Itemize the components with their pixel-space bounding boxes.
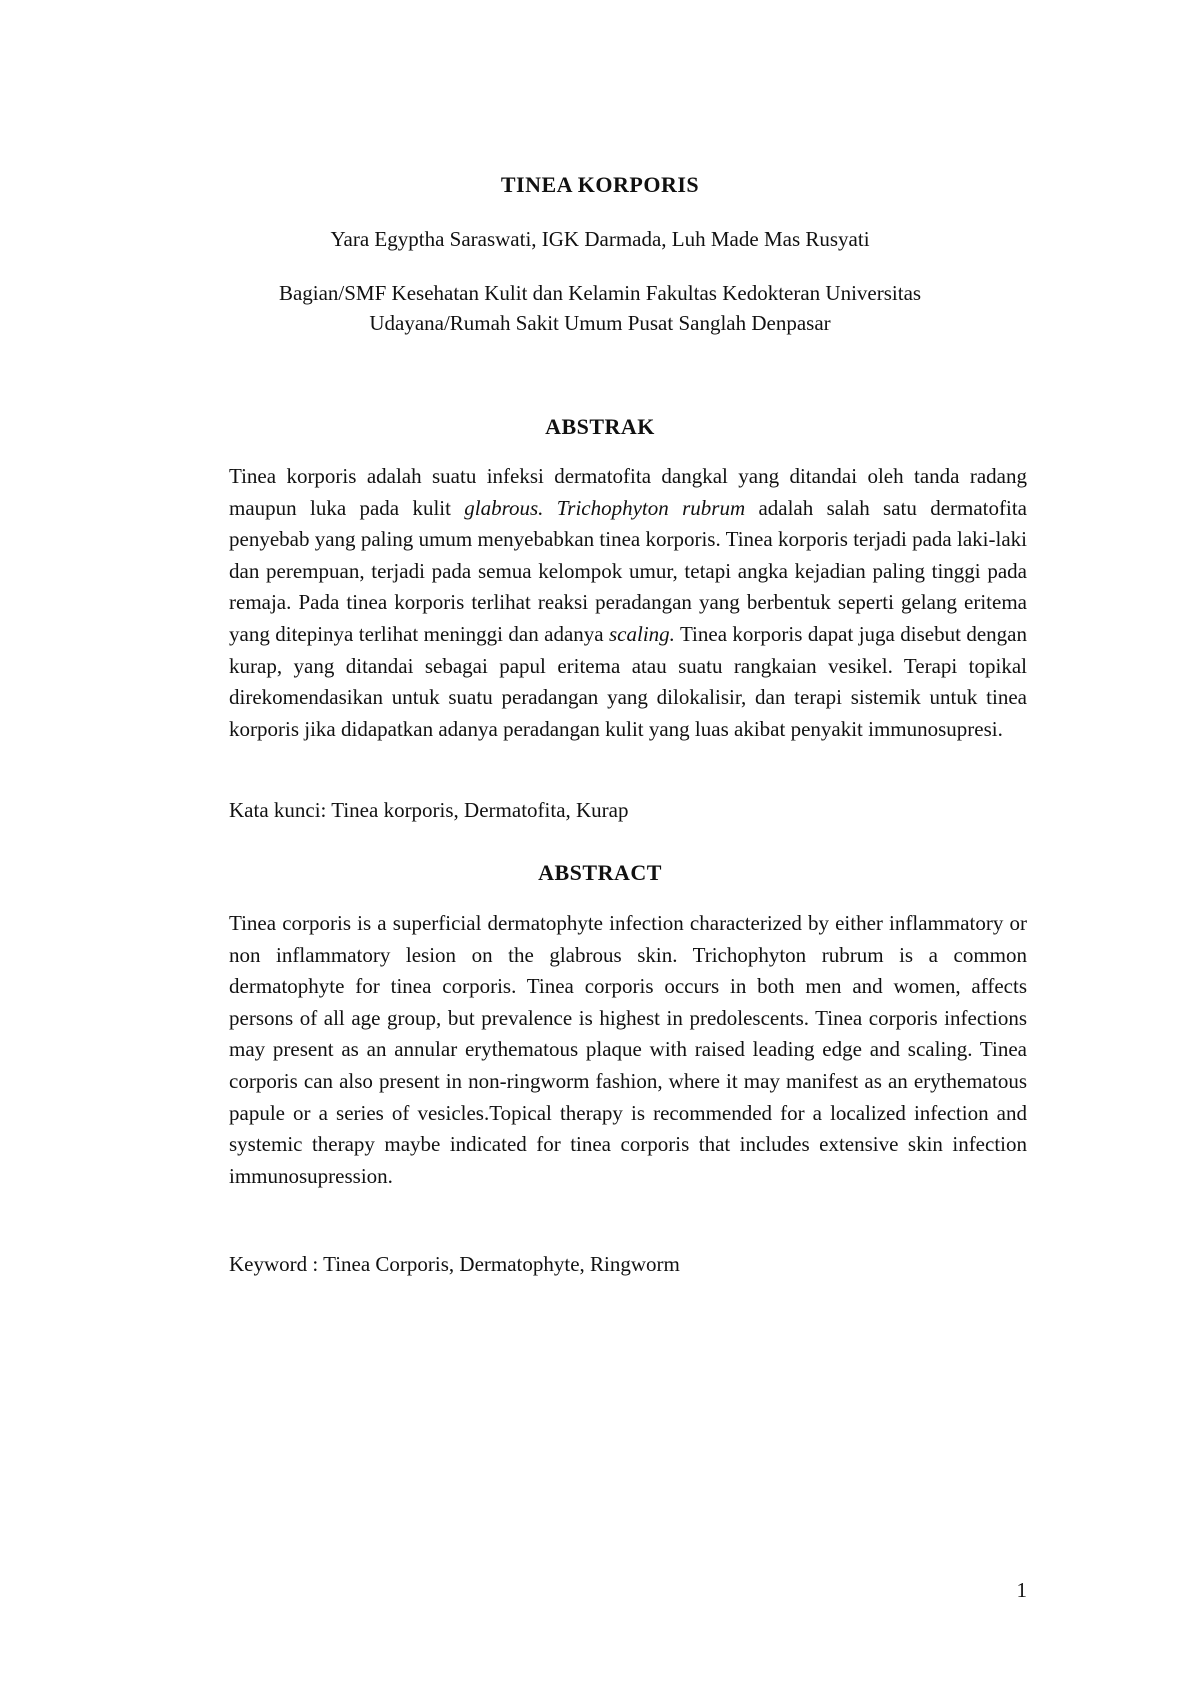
affiliation [0, 278, 1200, 338]
affiliation-line-1: Bagian/SMF Kesehatan Kulit dan Kelamin Fakultas Kedokteran Universitas [278, 281, 922, 305]
abstrak-text-1: Tinea korporis adalah suatu infeksi dermatofita dangkal yang ditandai oleh tanda radang maupun luka pada kulit [229, 464, 1027, 520]
keywords: Keyword : Tinea Corporis, Dermatophyte, Ringworm [229, 1252, 680, 1276]
affiliation-line-2: Udayana/Rumah Sakit Umum Pusat Sanglah Denpasar [369, 311, 831, 335]
abstrak-paragraph [229, 461, 1027, 745]
abstrak-italic-2: scaling. [609, 621, 675, 646]
abstrak-heading: ABSTRAK [545, 414, 655, 439]
abstrak-text-2: adalah salah satu dermatofita penyebab yang paling umum menyebabkan tinea korporis. Tinea korporis terjadi pada laki-laki dan perempuan, terjadi pada semua kelompok umur, tetapi angka kejadian paling tinggi pada remaja. Pada tinea korporis terlihat reaksi peradangan yang berbentuk seperti gelang eritema yang ditepinya terlihat meninggi dan adanya [229, 495, 1027, 646]
abstract-paragraph: Tinea corporis is a superficial dermatophyte infection characterized by either inflammatory or non inflammatory lesion on the glabrous skin. Trichophyton rubrum is a common dermatophyte for tinea corporis. Tinea corporis occurs in both men and women, affects persons of all age group, but prevalence is highest in predolescents. Tinea corporis infections may present as an annular erythematous plaque with raised leading edge and scaling. Tinea corporis can also present in non-ringworm fashion, where it may manifest as an erythematous papule or a series of vesicles.Topical therapy is recommended for a localized infection and systemic therapy maybe indicated for tinea corporis that includes extensive skin infection immunosupression. [229, 911, 1027, 1188]
abstrak-italic-1: glabrous. Trichophyton rubrum [464, 495, 746, 520]
paper-title: TINEA KORPORIS [500, 172, 700, 197]
page-number: 1 [1016, 1578, 1027, 1602]
abstrak-text-3: Tinea korporis dapat juga disebut dengan kurap, yang ditandai sebagai papul eritema atau suatu rangkaian vesikel. Terapi topikal direkomendasikan untuk suatu peradangan yang dilokalisir, dan terapi sistemik untuk tinea korporis jika didapatkan adanya peradangan kulit yang luas akibat penyakit immunosupresi. [229, 621, 1027, 741]
kata-kunci: Kata kunci: Tinea korporis, Dermatofita, Kurap [229, 798, 629, 822]
abstract-heading: ABSTRACT [538, 860, 662, 885]
author-list: Yara Egyptha Saraswati, IGK Darmada, Luh Made Mas Rusyati [330, 227, 870, 251]
